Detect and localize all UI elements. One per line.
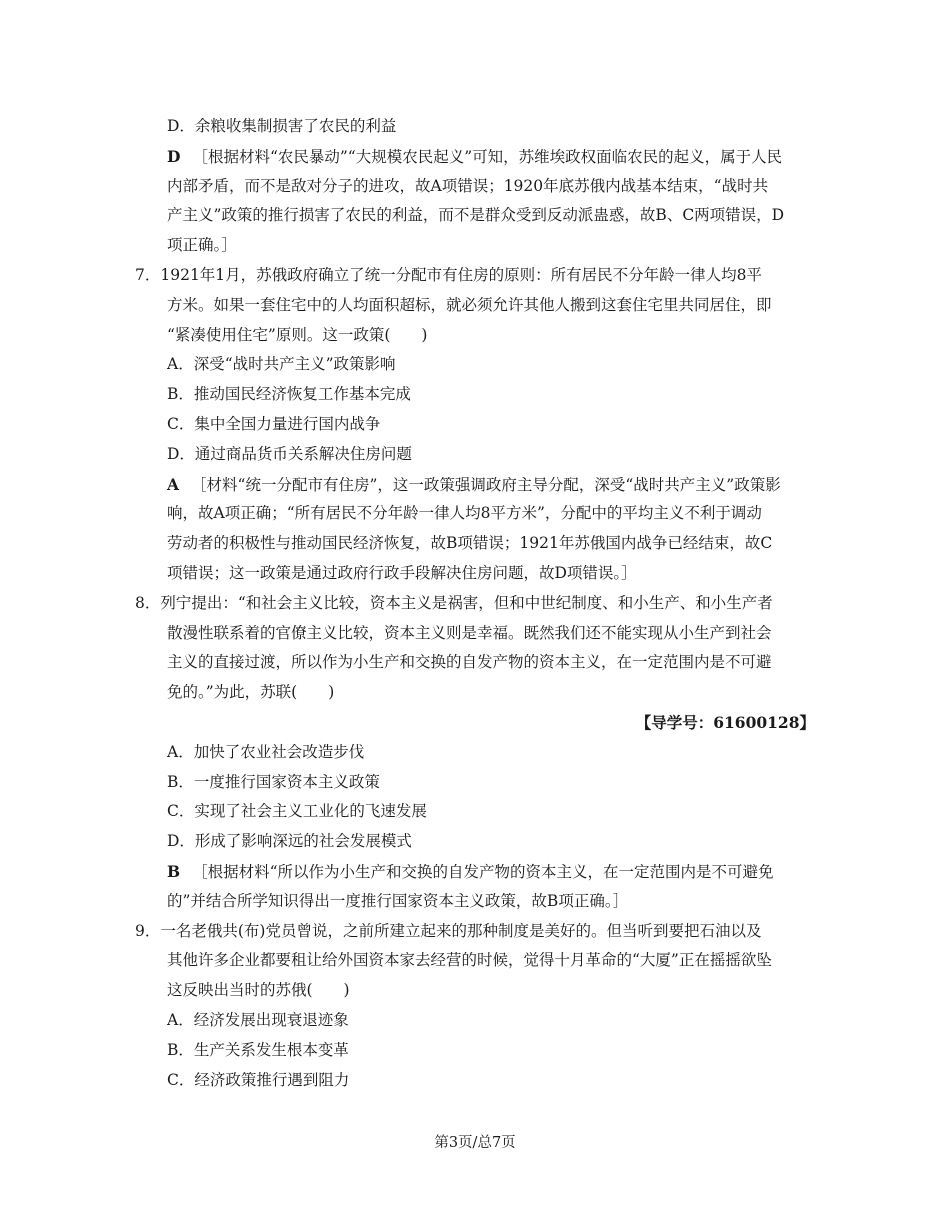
q9-option-a: A．经济发展出现衰退迹象 bbox=[167, 1010, 349, 1029]
q7-stem-3: “紧凑使用住宅”原则。这一政策( ) bbox=[167, 325, 428, 344]
q8-explanation-1: ［根据材料“所以作为小生产和交换的自发产物的资本主义，在一定范围内是不可避免 bbox=[192, 862, 774, 881]
q6-explanation-3: 产主义”政策的推行损害了农民的利益，而不是群众受到反动派蛊惑，故B、C两项错误，D bbox=[167, 206, 785, 225]
q7-answer-key: A bbox=[167, 474, 180, 494]
q8-guide-number: 【导学号：61600128】 bbox=[635, 712, 815, 732]
q8-option-b: B．一度推行国家资本主义政策 bbox=[167, 772, 380, 791]
q9-stem-1: 9．一名老俄共(布)党员曾说，之前所建立起来的那种制度是美好的。但当听到要把石油以及 bbox=[135, 921, 762, 940]
q8-answer-line-1 bbox=[135, 857, 815, 887]
q7-option-b: B．推动国民经济恢复工作基本完成 bbox=[167, 385, 411, 404]
q6-answer-key: D bbox=[167, 146, 181, 166]
q7-stem-1: 7．1921年1月，苏俄政府确立了统一分配市有住房的原则：所有居民不分年龄一律人均8平 bbox=[135, 265, 763, 284]
q6-explanation-2: 内部矛盾，而不是敌对分子的进攻，故A项错误；1920年底苏俄内战基本结束，“战时共 bbox=[167, 176, 769, 195]
q8-option-c: C．实现了社会主义工业化的飞速发展 bbox=[167, 802, 427, 821]
q7-explanation-1: ［材料“统一分配市有住房”，这一政策强调政府主导分配，深受“战时共产主义”政策影 bbox=[191, 475, 781, 494]
q8-stem-1: 8．列宁提出：“和社会主义比较，资本主义是祸害，但和中世纪制度、和小生产、和小生产者 bbox=[135, 593, 773, 612]
q6-option-d: D．余粮收集制损害了农民的利益 bbox=[167, 117, 397, 135]
q8-stem-3: 主义的直接过渡，所以作为小生产和交换的自发产物的资本主义，在一定范围内是不可避 bbox=[167, 653, 772, 672]
q7-option-d: D．通过商品货币关系解决住房问题 bbox=[167, 444, 412, 463]
q8-option-d: D．形成了影响深远的社会发展模式 bbox=[167, 832, 412, 851]
q7-explanation-2: 响，故A项正确；“所有居民不分年龄一律人均8平方米”，分配中的平均主义不利于调动 bbox=[167, 504, 762, 523]
q9-option-b: B．生产关系发生根本变革 bbox=[167, 1040, 349, 1059]
q8-answer-key: B bbox=[167, 861, 181, 881]
q9-option-c: C．经济政策推行遇到阻力 bbox=[167, 1070, 350, 1089]
q6-explanation-4: 项正确。］ bbox=[167, 236, 237, 255]
q7-stem-2: 方米。如果一套住宅中的人均面积超标，就必须允许其他人搬到这套住宅里共同居住，即 bbox=[167, 295, 772, 314]
q9-stem-2: 其他许多企业都要租让给外国资本家去经营的时候，觉得十月革命的“大厦”正在摇摇欲坠 bbox=[167, 951, 772, 970]
q7-option-a: A．深受“战时共产主义”政策影响 bbox=[167, 355, 396, 374]
page-footer: 第3页/总7页 bbox=[434, 1135, 516, 1151]
q8-explanation-2: 的”并结合所学知识得出一度推行国家资本主义政策，故B项正确。］ bbox=[167, 891, 629, 910]
q9-stem-3: 这反映出当时的苏俄( ) bbox=[167, 981, 350, 1000]
q8-option-a: A．加快了农业社会改造步伐 bbox=[167, 742, 365, 761]
q7-explanation-3: 劳动者的积极性与推动国民经济恢复，故B项错误；1921年苏俄国内战争已经结束，故C bbox=[167, 534, 773, 553]
q8-stem-2: 散漫性联系着的官僚主义比较，资本主义则是幸福。既然我们还不能实现从小生产到社会 bbox=[167, 623, 772, 642]
q8-stem-4: 免的。”为此，苏联( ) bbox=[167, 683, 335, 702]
q7-option-c: C．集中全国力量进行国内战争 bbox=[167, 414, 381, 433]
q7-explanation-4: 项错误；这一政策是通过政府行政手段解决住房问题，故D项错误。］ bbox=[167, 563, 637, 582]
page-content bbox=[135, 112, 815, 1095]
q6-answer-line-1 bbox=[135, 142, 815, 172]
q7-answer-line-1 bbox=[135, 470, 815, 500]
q6-explanation-1: ［根据材料“农民暴动”“大规模农民起义”可知，苏维埃政权面临农民的起义，属于人民 bbox=[192, 147, 783, 166]
